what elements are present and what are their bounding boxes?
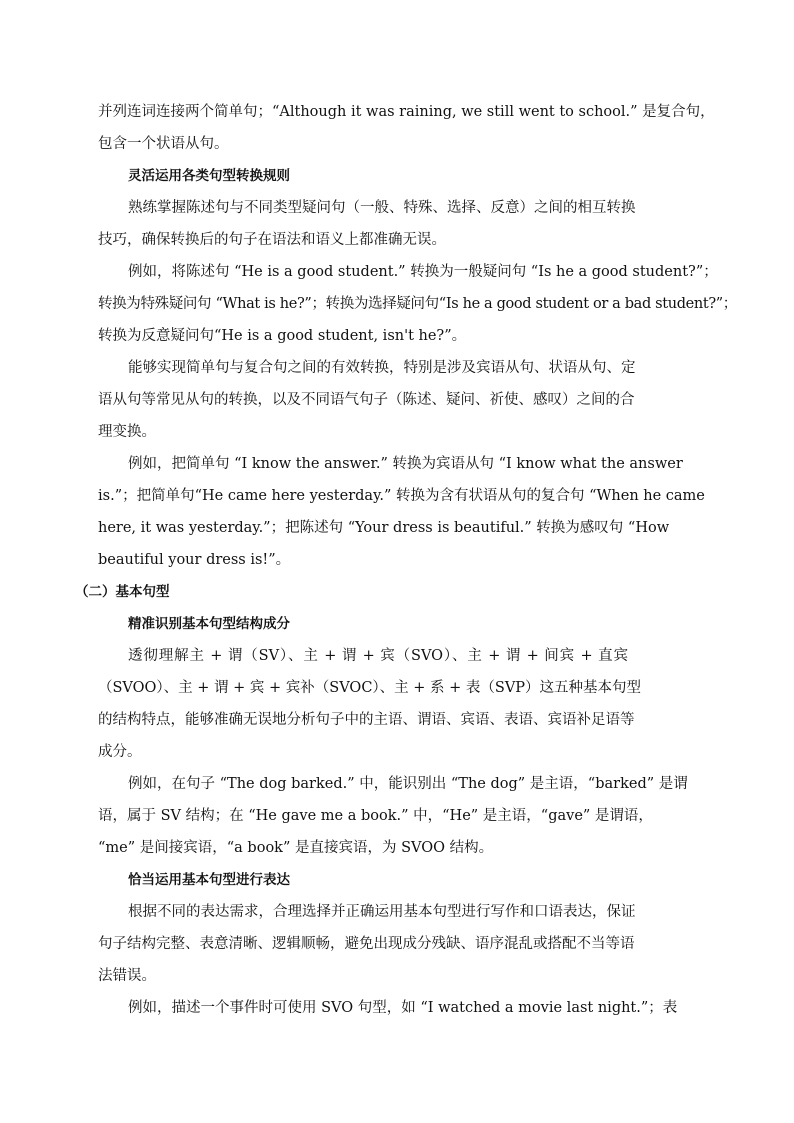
- paragraph-line: 语从句等常见从句的转换，以及不同语气句子（陈述、疑问、祈使、感叹）之间的合: [98, 392, 635, 408]
- paragraph-line: 语，属于 SV 结构；在 “He gave me a book.” 中，“He” 是主语，“gave” 是谓语，: [98, 808, 653, 824]
- paragraph-line: 能够实现简单句与复合句之间的有效转换，特别是涉及宾语从句、状语从句、定: [128, 360, 636, 376]
- paragraph-line: “me” 是间接宾语，“a book” 是直接宾语，为 SVOO 结构。: [98, 840, 494, 856]
- paragraph-line: 的结构特点，能够准确无误地分析句子中的主语、谓语、宾语、表语、宾语补足语等: [98, 712, 635, 728]
- paragraph-line: 例如，在句子 “The dog barked.” 中，能识别出 “The dog” 是主语，“barked” 是谓: [128, 776, 688, 792]
- subheading: 恰当运用基本句型进行表达: [128, 872, 290, 888]
- paragraph-line: 例如，将陈述句 “He is a good student.” 转换为一般疑问句 “Is he a good student?”；: [128, 264, 718, 280]
- paragraph-line: 句子结构完整、表意清晰、逻辑顺畅，避免出现成分残缺、语序混乱或搭配不当等语: [98, 936, 635, 952]
- paragraph-line: 例如，描述一个事件时可使用 SVO 句型，如 “I watched a movie last night.”；表: [128, 1000, 678, 1016]
- paragraph-line: 包含一个状语从句。: [98, 136, 229, 152]
- paragraph-line: 转换为反意疑问句“He is a good student, isn't he?”。: [98, 328, 467, 344]
- paragraph-line: 成分。: [98, 744, 142, 760]
- paragraph-line: 透彻理解主 + 谓（SV）、主 + 谓 + 宾（SVO）、主 + 谓 + 间宾 + 直宾: [128, 648, 628, 664]
- subheading: 灵活运用各类句型转换规则: [128, 168, 290, 184]
- paragraph-line: 并列连词连接两个简单句；“Although it was raining, we still went to school.” 是复合句，: [98, 104, 715, 120]
- paragraph-line: 例如，把简单句 “I know the answer.” 转换为宾语从句 “I know what the answer: [128, 456, 683, 472]
- paragraph-line: 技巧，确保转换后的句子在语法和语义上都准确无误。: [98, 232, 446, 248]
- paragraph-line: 根据不同的表达需求，合理选择并正确运用基本句型进行写作和口语表达，保证: [128, 904, 636, 920]
- paragraph-line: is.”；把简单句“He came here yesterday.” 转换为含有状语从句的复合句 “When he came: [98, 488, 705, 504]
- paragraph-line: 理变换。: [98, 424, 156, 440]
- paragraph-line: beautiful your dress is!”。: [98, 552, 291, 568]
- paragraph-line: 熟练掌握陈述句与不同类型疑问句（一般、特殊、选择、反意）之间的相互转换: [128, 200, 636, 216]
- section-heading: （二）基本句型: [75, 584, 170, 600]
- subheading: 精准识别基本句型结构成分: [128, 616, 290, 632]
- paragraph-line: 法错误。: [98, 968, 156, 984]
- paragraph-line: （SVOO）、主 + 谓 + 宾 + 宾补（SVOC）、主 + 系 + 表（SVP）这五种基本句型: [98, 680, 642, 696]
- paragraph-line: 转换为特殊疑问句 “What is he?”；转换为选择疑问句“Is he a good student or a bad student?”；: [98, 296, 737, 312]
- paragraph-line: here, it was yesterday.”；把陈述句 “Your dress is beautiful.” 转换为感叹句 “How: [98, 520, 670, 536]
